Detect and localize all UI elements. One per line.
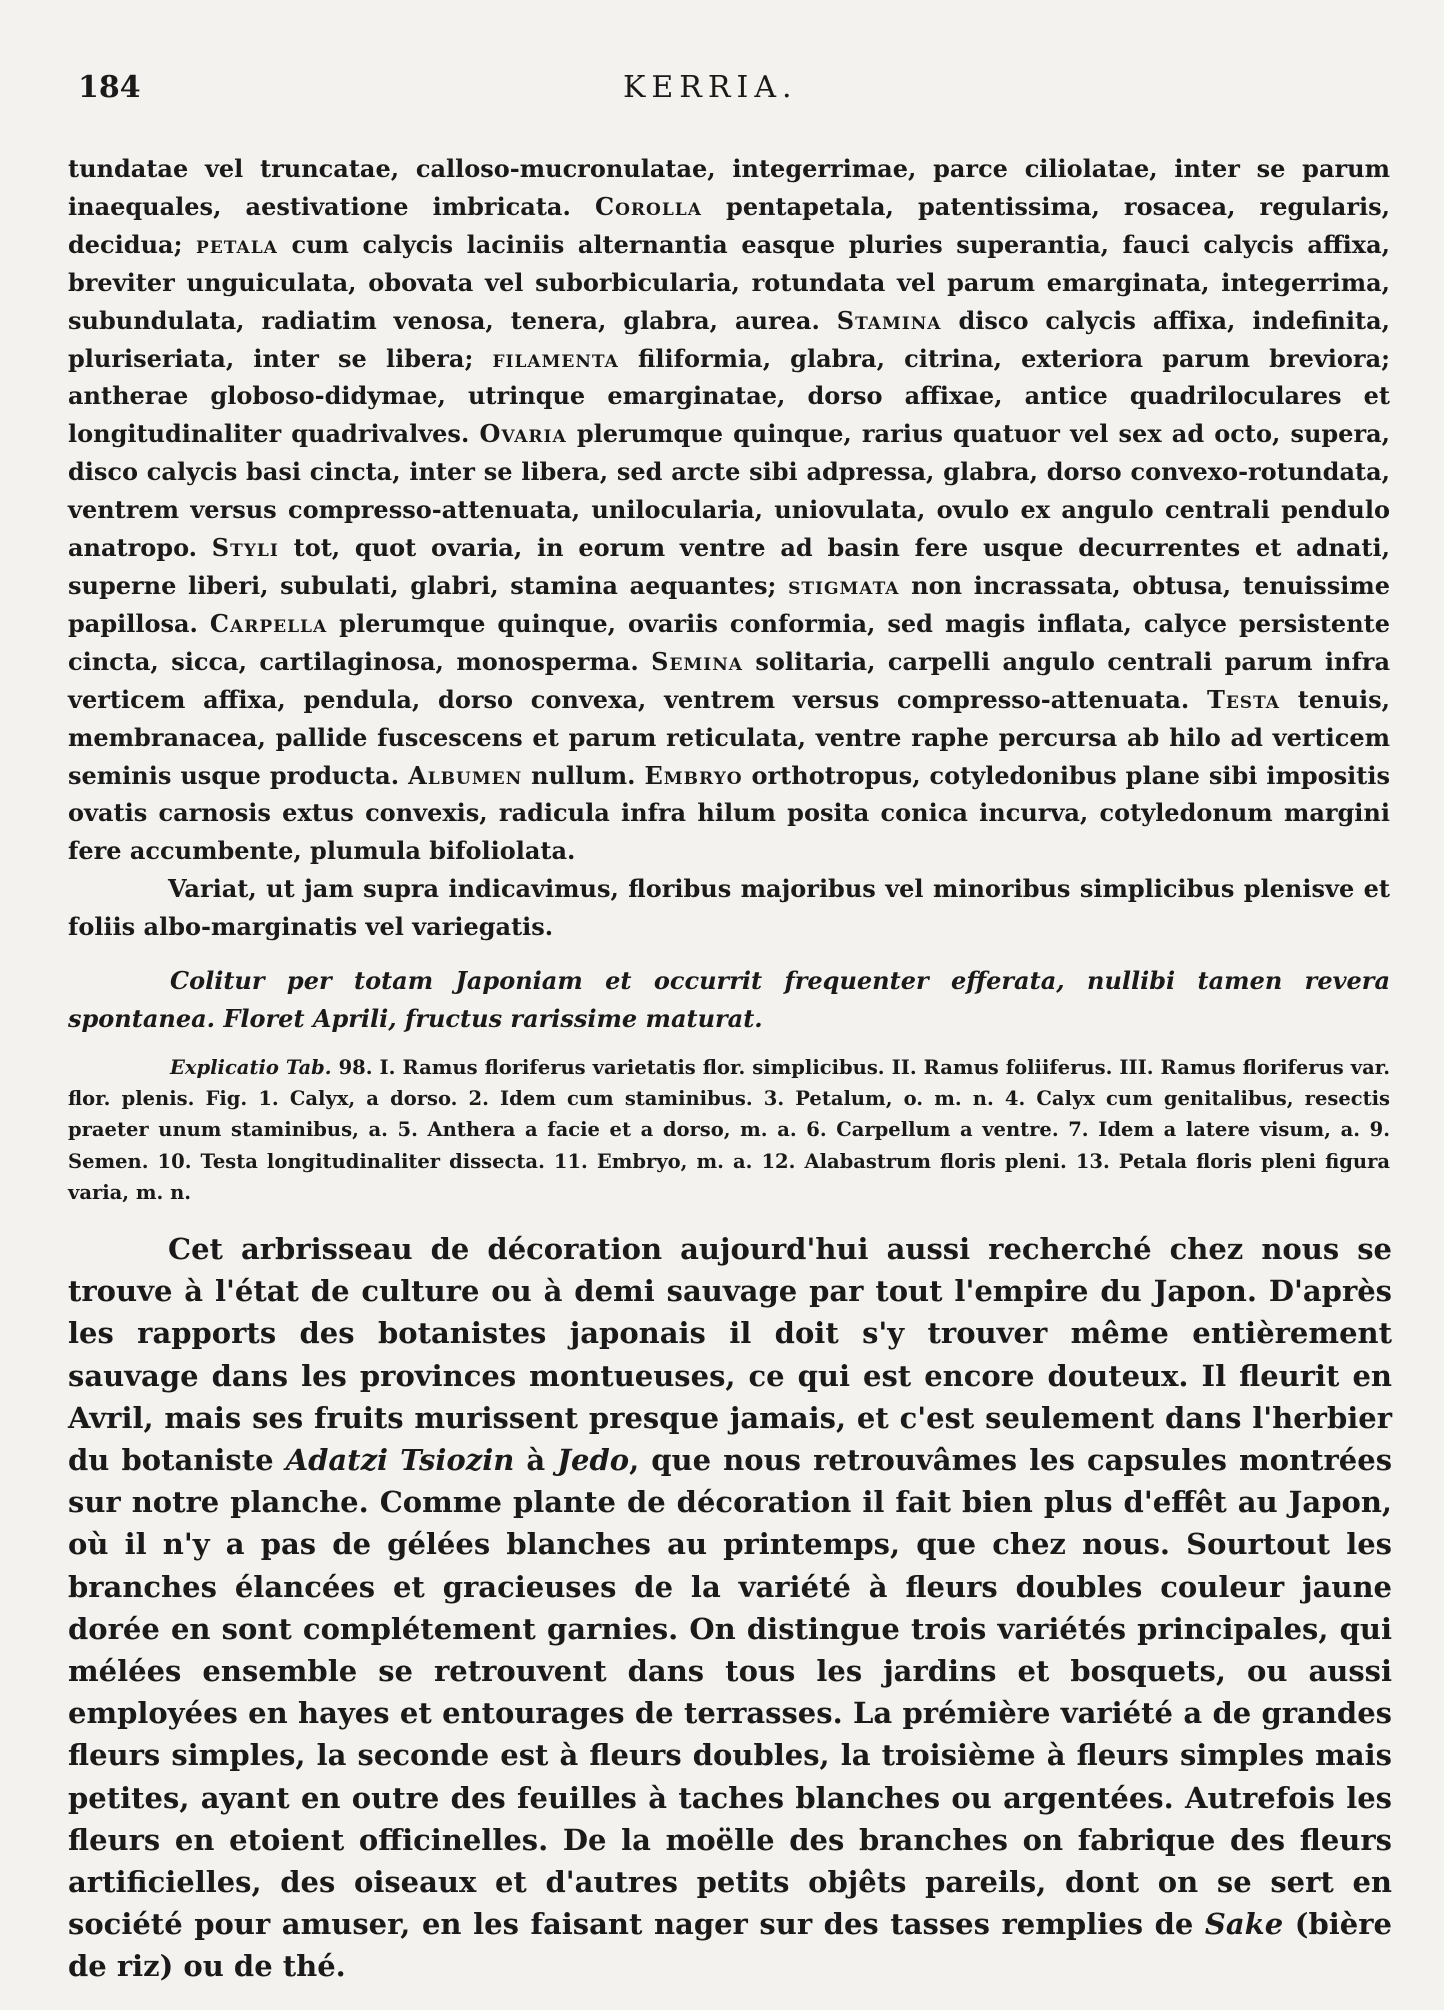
page-number: 184 <box>78 70 141 105</box>
page-header <box>78 70 1398 120</box>
place-name: Jedo <box>557 1443 630 1478</box>
explanation-label: Explicatio Tab. <box>170 1056 332 1079</box>
botanist-name: Adatzi Tsiozin <box>285 1443 515 1478</box>
habitat-paragraph: Colitur per totam Japoniam et occurrit frequenter efferata, nullibi tamen revera spontanea. Floret Aprili, fructus rarissime maturat. <box>68 966 1390 1033</box>
latin-paragraph-2: Variat, ut jam supra indicavimus, floribus majoribus vel minoribus simplicibus plenisve et foliis albo-marginatis vel variegatis. <box>68 874 1390 942</box>
sake-term: Sake <box>1204 1907 1284 1942</box>
explanation-text: 98. I. Ramus floriferus varietatis flor. simplicibus. II. Ramus foliiferus. III. Ramus floriferus var. flor. plenis. Fig. 1. Calyx, a dorso. 2. Idem cum staminibus. 3. Petalum, o. m. n. 4. Calyx cum genitalibus, resectis praeter unum staminibus, a. 5. Anthera a facie et a dorso, m. a. 6. Carpellum a ventre. 7. Idem a latere visum, a. 9. Semen. 10. Testa longitudinaliter dissecta. 11. Embryo, m. a. 12. Alabastrum floris pleni. 13. Petala floris pleni figura varia, m. n. <box>68 1056 1390 1204</box>
latin-paragraph-1: tundatae vel truncatae, calloso-mucronulatae, integerrimae, parce ciliolatae, inter se parum inaequales, aestivatione imbricata. Corolla pentapetala, patentissima, rosacea, regularis, decidua; petala cum calycis laciniis alternantia easque pluries superantia, fauci calycis affixa, breviter unguiculata, obovata vel suborbicularia, rotundata vel parum emarginata, integerrima, subundulata, radiatim venosa, tenera, glabra, aurea. Stamina disco calycis affixa, indefinita, pluriseriata, inter se libera; filamenta filiformia, glabra, citrina, exteriora parum breviora; antherae globoso-didymae, utrinque emarginatae, dorso affixae, antice quadriloculares et longitudinaliter quadrivalves. Ovaria plerumque quinque, rarius quatuor vel sex ad octo, supera, disco calycis basi cincta, inter se libera, sed arcte sibi adpressa, glabra, dorso convexo-rotundata, ventrem versus compresso-attenuata, unilocularia, uniovulata, ovulo ex angulo centrali pendulo anatropo. Styli tot, quot ovaria, in eorum ventre ad basin fere usque decurrentes et adnati, superne liberi, subulati, glabri, stamina aequantes; stigmata non incrassata, obtusa, tenuissime papillosa. Carpella plerumque quinque, ovariis conformia, sed magis inflata, calyce persistente cincta, sicca, cartilaginosa, monosperma. Semina solitaria, carpelli angulo centrali parum infra verticem affixa, pendula, dorso convexa, ventrem versus compresso-attenuata. Testa tenuis, membranacea, pallide fuscescens et parum reticulata, ventre raphe percursa ab hilo ad verticem seminis usque producta. Albumen nullum. Embryo orthotropus, cotyledonibus plane sibi impositis ovatis carnosis extus convexis, radicula infra hilum posita conica incurva, cotyledonum margini fere accumbente, plumula bifoliolata. <box>68 154 1391 866</box>
plate-explanation <box>68 1052 1390 1208</box>
running-title: KERRIA. <box>623 70 798 105</box>
latin-description <box>68 150 1390 946</box>
french-paragraph: Cet arbrisseau de décoration aujourd'hui aussi recherché chez nous se trouve à l'état de culture ou à demi sauvage par tout l'empire du Japon. D'après les rapports des botanistes japonais il doit s'y trouver même entièrement sauvage dans les provinces montueuses, ce qui est encore douteux. Il fleurit en Avril, mais ses fruits murissent presque jamais, et c'est seulement dans l'herbier du botaniste Adatzi Tsiozin à Jedo, que nous retrouvâmes les capsules montrées sur notre planche. Comme plante de décoration il fait bien plus d'effêt au Japon, où il n'y a pas de gélées blanches au printemps, que chez nous. Sourtout les branches élancées et gracieuses de la variété à fleurs doubles couleur jaune dorée en sont complétement garnies. On distingue trois variétés principales, qui mélées ensemble se retrouvent dans tous les jardins et bosquets, ou aussi employées en hayes et entourages de terrasses. La prémière variété a de grandes fleurs simples, la seconde est à fleurs doubles, la troisième à fleurs simples mais petites, ayant en outre des feuilles à taches blanches ou argentées. Autrefois les fleurs en etoient officinelles. De la moëlle des branches on fabrique des fleurs artificielles, des oiseaux et d'autres petits objêts pareils, dont on se sert en société pour amuser, en les faisant nager sur des tasses remplies de Sake (bière de riz) ou de thé. <box>68 1232 1393 1984</box>
